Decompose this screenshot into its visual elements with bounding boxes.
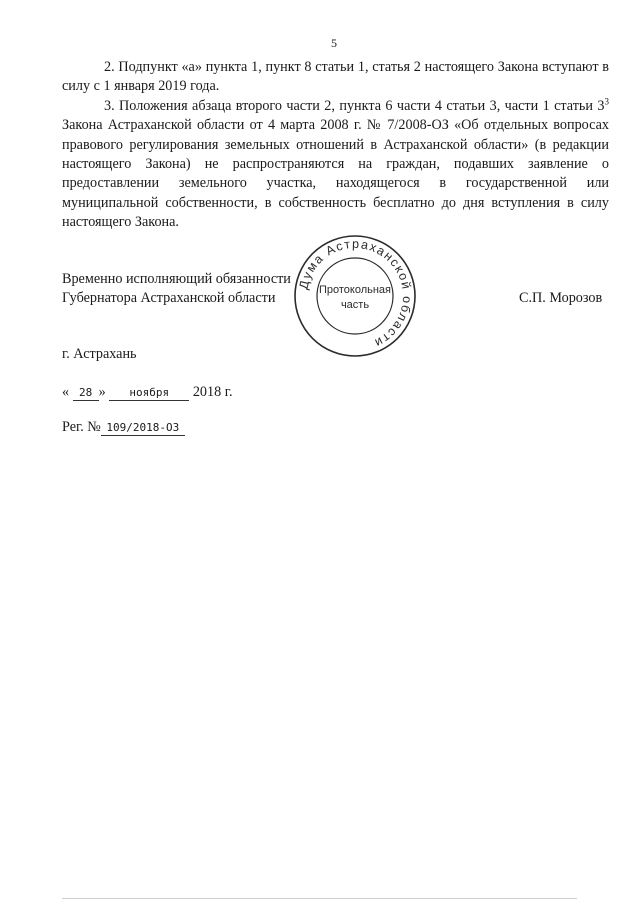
stamp-inner-ring — [317, 258, 393, 334]
stamp-ring-textpath: Дума Астраханской области — [296, 236, 415, 351]
date-line — [62, 384, 233, 401]
signatory-title-line2: Губернатора Астраханской области — [62, 290, 276, 306]
paragraph-2-text: 2. Подпункт «а» пункта 1, пункт 8 статьи 1, статья 2 настоящего Закона вступают в силу с 1 января 2019 года. — [62, 59, 609, 95]
article-superscript: 3 — [604, 96, 609, 107]
law-body-text — [62, 58, 609, 233]
paragraph-2 — [62, 58, 609, 97]
date-year: 2018 г. — [192, 384, 233, 400]
registration-number: 109/2018-ОЗ — [101, 421, 185, 436]
paragraph-3-text-end: Закона Астраханской области от 4 марта 2008 г. № 7/2008-ОЗ «Об отдельных вопросах правового регулирования земельных отношений в Астраханской области» (в редакции настоящего Закона) не распространяются на граждан, подавших заявление о предоставлении земельного участка, находящегося в государственной или муниципальной собственности, в собственность бесплатно до дня вступления в силу настоящего Закона. — [62, 117, 609, 231]
date-open-quote: « — [62, 384, 70, 400]
paragraph-3-text-start: 3. Положения абзаца второго части 2, пункта 6 части 4 статьи 3, части 1 статьи 3 — [104, 97, 605, 114]
city: г. Астрахань — [62, 346, 137, 362]
signatory-name: С.П. Морозов — [519, 290, 603, 306]
registration-label: Рег. № — [62, 419, 101, 435]
official-stamp — [290, 231, 420, 361]
signatory-title-line1: Временно исполняющий обязанности — [62, 271, 291, 287]
stamp-center-line2: часть — [340, 299, 370, 311]
date-day: 28 — [73, 386, 99, 401]
date-month: ноября — [109, 386, 189, 401]
bottom-rule — [62, 898, 577, 899]
paragraph-3 — [62, 97, 609, 233]
stamp-outer-ring — [295, 236, 415, 356]
date-close-quote: » — [98, 384, 106, 400]
registration-line — [62, 419, 185, 436]
stamp-center-line1: Протокольная — [318, 284, 392, 296]
page-number: 5 — [331, 36, 337, 50]
